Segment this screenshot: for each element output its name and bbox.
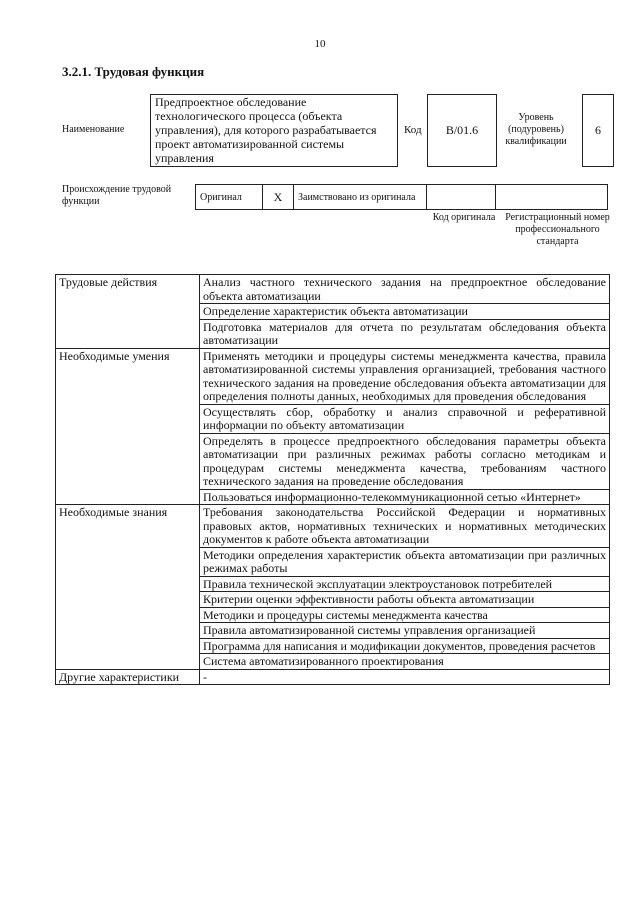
table-cell: Требования законодательства Российской Федерации и нормативных правовых актов, нормативных технических и нормативных методических документов к работе объекта автоматизации xyxy=(200,505,610,548)
code-label: Код xyxy=(404,124,422,136)
origin-code-cell xyxy=(427,185,496,210)
table-row xyxy=(56,348,610,404)
knowledge-title: Необходимые знания xyxy=(56,505,200,670)
origin-reg-caption: Регистрационный номер профессионального стандарта xyxy=(505,212,610,247)
table-cell: Правила автоматизированной системы управления организацией xyxy=(200,623,610,639)
table-row xyxy=(56,505,610,548)
section-title: 3.2.1. Трудовая функция xyxy=(62,64,205,79)
other-title: Другие характеристики xyxy=(56,669,200,685)
table-cell: Определять в процессе предпроектного обследования параметры объекта автоматизации при различных режимах работы согласно методикам и процедурам системы менеджмента качества, требованиям частного технического задания на проведение обследования xyxy=(200,433,610,489)
table-cell: Анализ частного технического задания на предпроектное обследование объекта автоматизации xyxy=(200,275,610,304)
code-value: B/01.6 xyxy=(445,123,479,137)
table-cell: Система автоматизированного проектирования xyxy=(200,654,610,670)
table-cell: Методики и процедуры системы менеджмента качества xyxy=(200,607,610,623)
level-value: 6 xyxy=(595,123,601,137)
level-label: Уровень (подуровень) квалификации xyxy=(505,112,567,147)
origin-label: Происхождение трудовой функции xyxy=(62,184,172,207)
origin-reg-cell xyxy=(496,185,608,210)
table-cell: Критерии оценки эффективности работы объекта автоматизации xyxy=(200,592,610,608)
table-cell: Пользоваться информационно-телекоммуникационной сетью «Интернет» xyxy=(200,489,610,505)
origin-borrowed-label: Заимствовано из оригинала xyxy=(294,185,427,210)
level-box xyxy=(582,94,614,167)
table-cell: Осуществлять сбор, обработку и анализ справочной и реферативной информации по объекту автоматизации xyxy=(200,404,610,433)
table-cell: Правила технической эксплуатации электроустановок потребителей xyxy=(200,576,610,592)
table-row xyxy=(56,275,610,304)
table-row xyxy=(56,669,610,685)
table-cell: Подготовка материалов для отчета по результатам обследования объекта автоматизации xyxy=(200,319,610,348)
origin-code-caption: Код оригинала xyxy=(432,212,496,223)
table-cell: Определение характеристик объекта автоматизации xyxy=(200,304,610,320)
labor-actions-title: Трудовые действия xyxy=(56,275,200,349)
table-cell: Программа для написания и модификации документов, проведения расчетов xyxy=(200,638,610,654)
table-cell: Методики определения характеристик объекта автоматизации при различных режимах работы xyxy=(200,547,610,576)
origin-table xyxy=(195,184,608,210)
function-table xyxy=(55,274,610,685)
origin-original-mark: X xyxy=(263,185,294,210)
page-number: 10 xyxy=(314,38,326,50)
code-box xyxy=(427,94,497,167)
origin-original-label: Оригинал xyxy=(196,185,263,210)
skills-title: Необходимые умения xyxy=(56,348,200,505)
function-name-value: Предпроектное обследование технологического процесса (объекта управления), для которого разрабатывается проект автоматизированной системы управления xyxy=(155,95,377,165)
function-name-box xyxy=(150,94,398,167)
table-cell: - xyxy=(200,669,610,685)
name-label: Наименование xyxy=(62,124,125,135)
table-cell: Применять методики и процедуры системы менеджмента качества, правила автоматизированной системы управления организацией, требования частного технического задания на проведение обследования объекта автоматизации для определения полноты данных, необходимых для проведения обследования xyxy=(200,348,610,404)
